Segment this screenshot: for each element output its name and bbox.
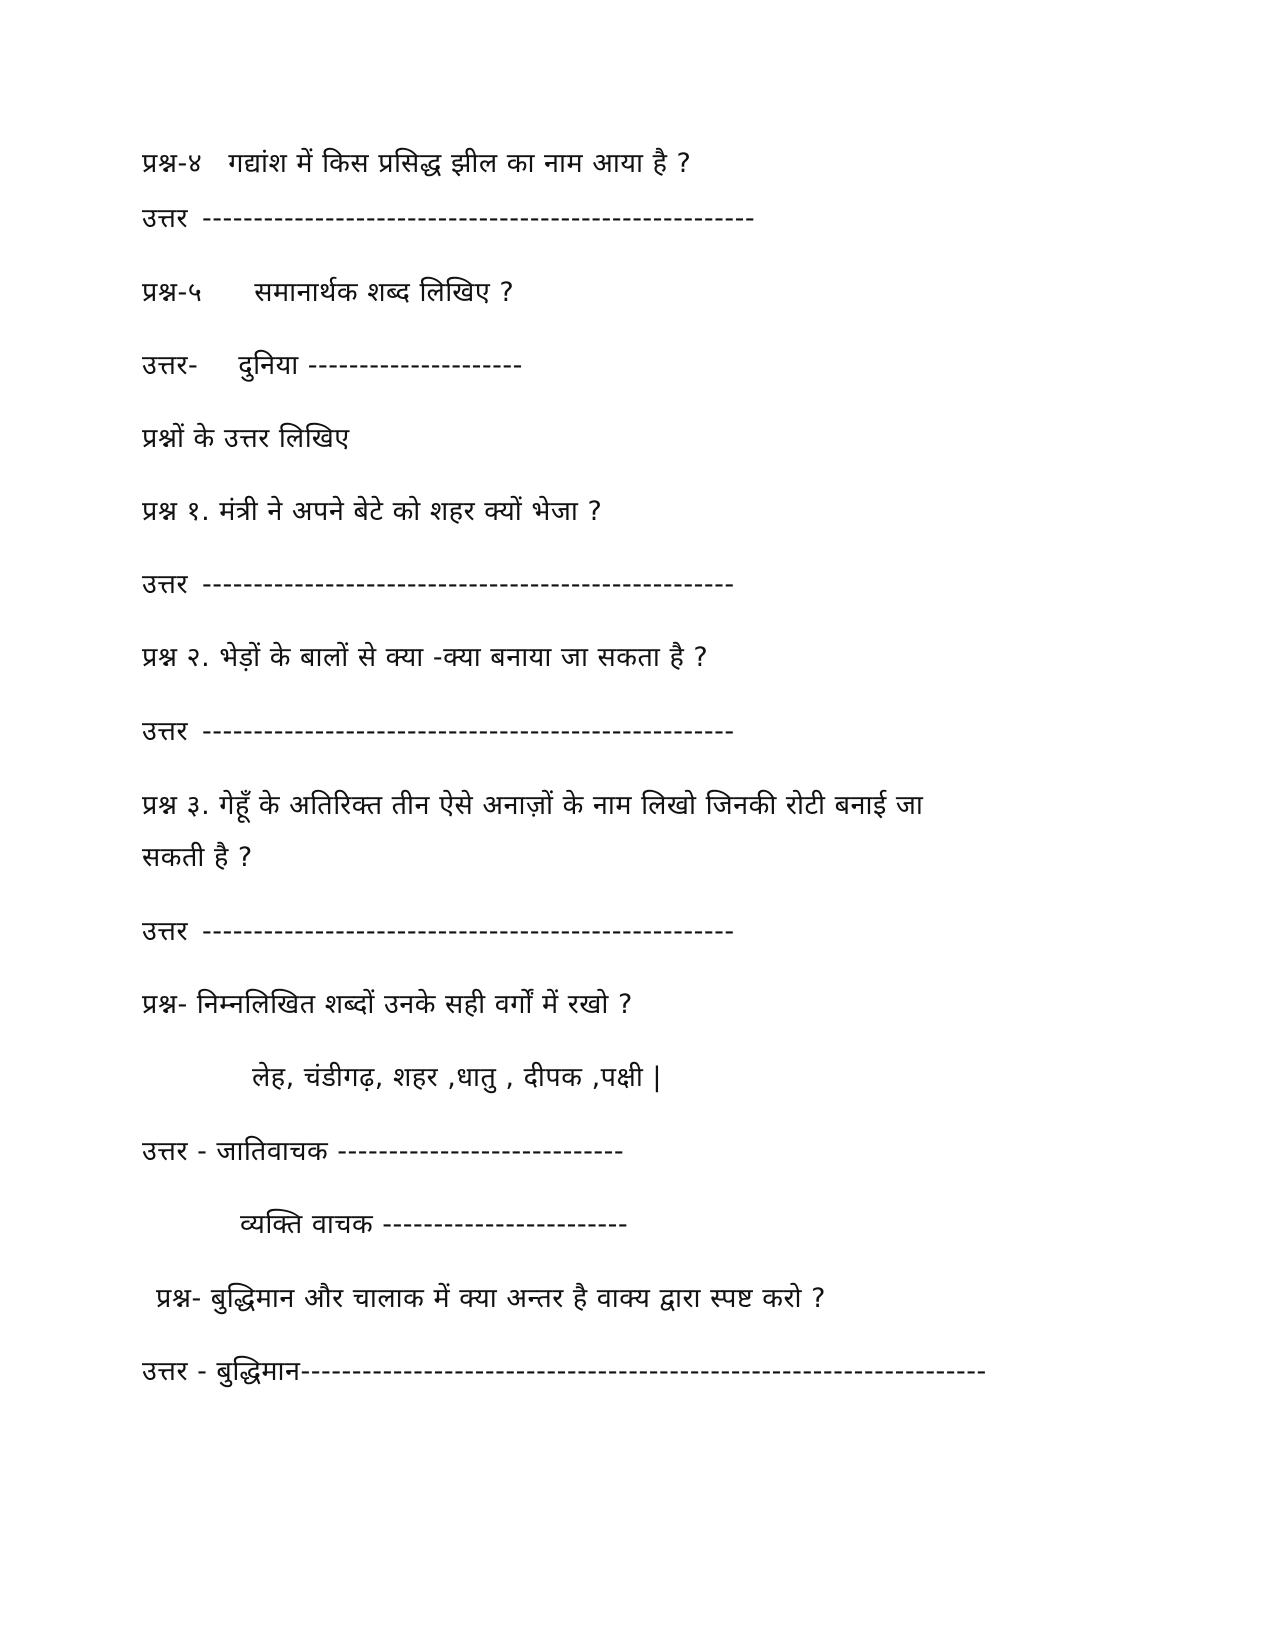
answer-label: उत्तर [142, 916, 188, 947]
question-word-classification: प्रश्न- निम्नलिखित शब्दों उनके सही वर्गों में रखो ? [142, 989, 633, 1020]
answer-wise: उत्तर - बुद्धिमान------------------------------------------------------------------- [142, 1356, 987, 1387]
question-5-text: समानार्थक शब्द लिखिए ? [254, 277, 515, 308]
answer-1-line [142, 565, 735, 605]
question-difference: प्रश्न- बुद्धिमान और चालाक में क्या अन्तर है वाक्य द्वारा स्पष्ट करो ? [156, 1283, 826, 1314]
answer-3-line [142, 912, 735, 952]
question-3: प्रश्न ३. गेहूँ के अतिरिक्त तीन ऐसे अनाज़ों के नाम लिखो जिनकी रोटी बनाई जा [142, 790, 924, 821]
answer-label: उत्तर- [142, 350, 199, 381]
answer-blank: ---------------------------------------------------- [202, 716, 735, 747]
section-heading: प्रश्नों के उत्तर लिखिए [142, 423, 350, 454]
answer-5-text: दुनिया --------------------- [238, 350, 523, 381]
question-5-label: प्रश्न-५ [142, 277, 203, 308]
question-1: प्रश्न १. मंत्री ने अपने बेटे को शहर क्यों भेजा ? [142, 496, 603, 527]
word-list: लेह, चंडीगढ़, शहर ,धातु , दीपक ,पक्षी | [252, 1062, 663, 1093]
answer-label: उत्तर [142, 716, 188, 747]
answer-4-line [142, 199, 755, 239]
question-3-continued: सकती है ? [142, 842, 253, 873]
answer-blank: ---------------------------------------------------- [202, 916, 735, 947]
answer-5-line [142, 346, 523, 386]
answer-proper-noun: व्यक्ति वाचक ------------------------ [240, 1209, 629, 1240]
answer-blank: ------------------------------------------------------ [202, 203, 756, 234]
answer-label: उत्तर [142, 203, 188, 234]
answer-label: उत्तर [142, 569, 188, 600]
answer-2-line [142, 712, 735, 752]
question-4-label: प्रश्न-४ [142, 148, 203, 179]
question-4-text: गद्यांश में किस प्रसिद्ध झील का नाम आया है ? [228, 148, 692, 179]
question-2: प्रश्न २. भेड़ों के बालों से क्या -क्या बनाया जा सकता है ? [142, 642, 709, 673]
question-5 [142, 273, 514, 313]
question-4 [142, 144, 691, 184]
answer-blank: ---------------------------------------------------- [202, 569, 735, 600]
answer-common-noun: उत्तर - जातिवाचक ---------------------------- [142, 1136, 625, 1167]
